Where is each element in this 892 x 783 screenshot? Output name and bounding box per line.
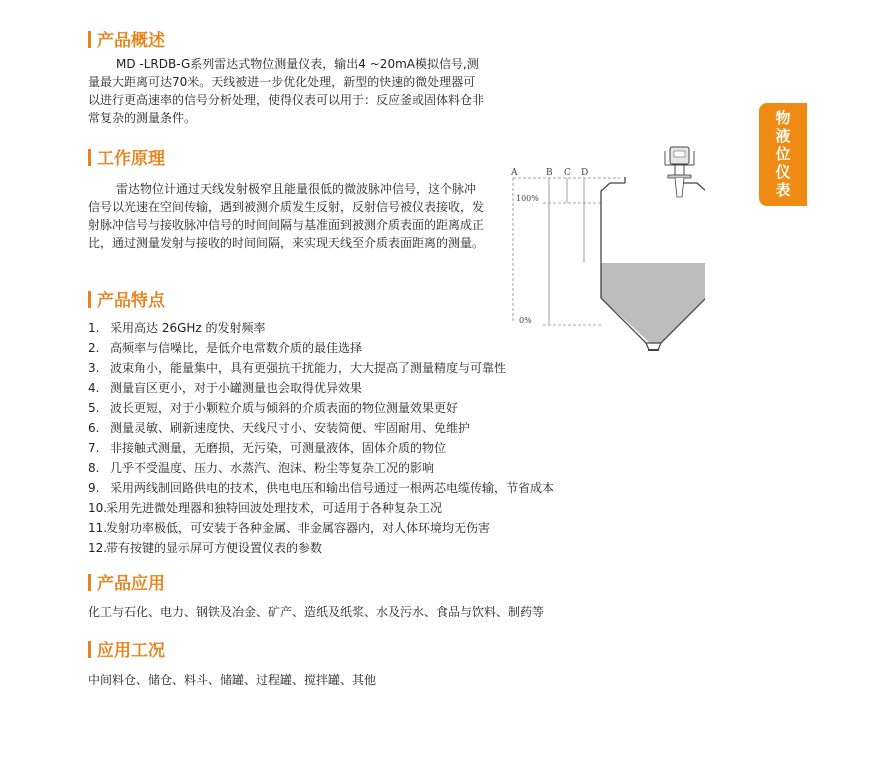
label-b: B: [546, 168, 553, 178]
label-100: 100%: [516, 194, 539, 203]
list-item: 9. 采用两线制回路供电的技术，供电电压和输出信号通过一根两芯电缆传输，节省成本: [88, 481, 555, 495]
label-d: D: [581, 168, 589, 178]
conditions-heading: [88, 640, 165, 662]
overview-heading: [88, 30, 165, 52]
application-heading-text: 产品应用: [97, 574, 165, 594]
overview-paragraph: [88, 55, 484, 127]
features-heading: [88, 290, 165, 312]
features-heading-text: 产品特点: [97, 291, 165, 311]
list-item: 1. 采用高达 26GHz 的发射频率: [88, 321, 266, 335]
application-heading: [88, 573, 165, 595]
overview-text: MD -LRDB-G系列雷达式物位测量仪表，输出4 ~20mA模拟信号,测量最大距离可达70米。天线被进一步优化处理，新型的快速的微处理器可以进行更高速率的信号分析处理，使得仪表可以用于：反应釜或固体料仓非常复杂的测量条件。: [88, 57, 485, 125]
principle-heading-text: 工作原理: [97, 149, 165, 169]
list-item: 11.发射功率极低，可安装于各种金属、非金属容器内，对人体环境均无伤害: [88, 521, 491, 535]
list-item: 12.带有按键的显示屏可方便设置仪表的参数: [88, 541, 323, 555]
label-0: 0%: [519, 316, 532, 325]
heading-bar: [88, 641, 91, 658]
material-fill: [600, 263, 705, 343]
list-item: 8. 几乎不受温度、压力、水蒸汽、泡沫、粉尘等复杂工况的影响: [88, 461, 435, 475]
principle-paragraph: [88, 180, 484, 252]
heading-bar: [88, 149, 91, 166]
list-item: 4. 测量盲区更小，对于小罐测量也会取得优异效果: [88, 381, 363, 395]
heading-bar: [88, 574, 91, 591]
tank-outlet: [646, 343, 661, 350]
list-item: 10.采用先进微处理器和独特回波处理技术，可适用于各种复杂工况: [88, 501, 443, 515]
list-item: 2. 高频率与信噪比，是低介电常数介质的最佳选择: [88, 341, 363, 355]
radar-sensor-icon: [665, 147, 694, 197]
list-item: 5. 波长更短，对于小颗粒介质与倾斜的介质表面的物位测量效果更好: [88, 401, 459, 415]
principle-text: 雷达物位计通过天线发射极窄且能量很低的微波脉冲信号，这个脉冲信号以光速在空间传输，遇到被测介质发生反射，反射信号被仪表接收，发射脉冲信号与接收脉冲信号的时间间隔与基准面到被测介质表面的距离成正比，通过测量发射与接收的时间间隔，来实现天线至介质表面距离的测量。: [88, 182, 485, 250]
radar-level-tank-diagram: [505, 145, 705, 357]
principle-heading: [88, 148, 165, 170]
list-item: 6. 测量灵敏、刷新速度快、天线尺寸小、安装简便、牢固耐用、免维护: [88, 421, 471, 435]
list-item: 3. 波束角小，能量集中，具有更强抗干扰能力，大大提高了测量精度与可靠性: [88, 361, 507, 375]
heading-bar: [88, 291, 91, 308]
conditions-heading-text: 应用工况: [97, 641, 165, 661]
features-list: [88, 318, 554, 558]
label-c: C: [564, 168, 571, 178]
heading-bar: [88, 31, 91, 48]
overview-heading-text: 产品概述: [97, 31, 165, 51]
label-a: A: [511, 168, 518, 178]
application-text: 化工与石化、电力、钢铁及冶金、矿产、造纸及纸浆、水及污水、食品与饮料、制药等: [88, 605, 545, 619]
conditions-text: 中间料仓、储仓、料斗、储罐、过程罐、搅拌罐、其他: [88, 673, 377, 687]
category-side-tab[interactable]: 物 液 位 仪 表: [759, 103, 807, 206]
list-item: 7. 非接触式测量，无磨损，无污染，可测量液体，固体介质的物位: [88, 441, 447, 455]
